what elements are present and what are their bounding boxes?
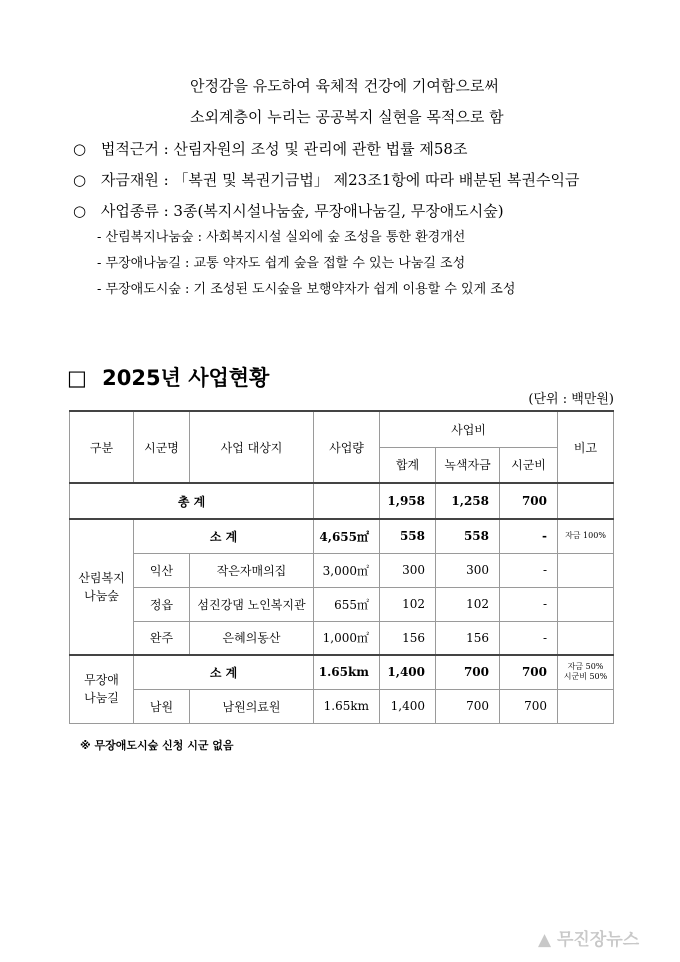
subtotal-amount: 1.65km — [314, 655, 380, 689]
row-total: 156 — [380, 621, 436, 655]
row-remark — [558, 587, 614, 621]
grand-total-remark — [558, 483, 614, 519]
row-total: 102 — [380, 587, 436, 621]
intro-line-2: 소외계층이 누리는 공공복지 실현을 목적으로 함 — [190, 108, 504, 126]
table-row — [70, 587, 614, 621]
row-city: 남원 — [134, 689, 190, 723]
subitem-barrier-free-urban-forest: - 무장애도시숲 : 기 조성된 도시숲을 보행약자가 쉽게 이용할 수 있게 조성 — [97, 282, 516, 297]
item-text: 사업종류 : 3종(복지시설나눔숲, 무장애나눔길, 무장애도시숲) — [100, 202, 504, 220]
watermark-logo — [538, 925, 639, 950]
subtotal-green-fund: 558 — [436, 519, 500, 553]
project-status-table — [69, 410, 614, 724]
row-total: 300 — [380, 553, 436, 587]
table-header-row — [70, 411, 614, 447]
footnote: ※ 무장애도시숲 신청 시군 없음 — [80, 739, 234, 752]
row-amount: 3,000㎡ — [314, 553, 380, 587]
item-text: 자금재원 : 「복권 및 복권기금법」 제23조1항에 따라 배분된 복권수익금 — [100, 171, 580, 189]
row-target: 섬진강댐 노인복지관 — [190, 587, 314, 621]
row-city-cost: - — [500, 553, 558, 587]
subtotal-city-cost: - — [500, 519, 558, 553]
header-cost: 사업비 — [380, 411, 558, 447]
subtotal-total: 1,400 — [380, 655, 436, 689]
group-category: 무장애 나눔길 — [70, 655, 134, 723]
circle-bullet-icon: ○ — [73, 140, 87, 158]
grand-total-row — [70, 483, 614, 519]
header-remark: 비고 — [558, 411, 614, 483]
item-legal-basis — [73, 139, 467, 159]
subtotal-remark: 자금 50% 시군비 50% — [558, 655, 614, 689]
row-green-fund: 156 — [436, 621, 500, 655]
subtotal-remark: 자금 100% — [558, 519, 614, 553]
group-category: 산림복지 나눔숲 — [70, 519, 134, 655]
section-title-text: 2025년 사업현황 — [102, 366, 270, 390]
subtotal-amount: 4,655㎡ — [314, 519, 380, 553]
subtotal-green-fund: 700 — [436, 655, 500, 689]
watermark-text: 무진장뉴스 — [557, 930, 640, 950]
subtotal-total: 558 — [380, 519, 436, 553]
grand-total-label: 총 계 — [70, 483, 314, 519]
circle-bullet-icon: ○ — [73, 202, 87, 220]
table-row — [70, 655, 614, 689]
subtotal-city-cost: 700 — [500, 655, 558, 689]
row-amount: 1.65km — [314, 689, 380, 723]
section-title — [67, 362, 269, 392]
item-funding-source — [73, 170, 579, 190]
row-city-cost: - — [500, 621, 558, 655]
row-city-cost: - — [500, 587, 558, 621]
table-row — [70, 519, 614, 553]
subtotal-label: 소 계 — [134, 655, 314, 689]
row-total: 1,400 — [380, 689, 436, 723]
row-city: 익산 — [134, 553, 190, 587]
row-remark — [558, 553, 614, 587]
intro-line-1: 안정감을 유도하여 육체적 건강에 기여함으로써 — [190, 77, 499, 95]
mountain-icon: ▲ — [538, 930, 552, 950]
table-row — [70, 621, 614, 655]
header-total: 합계 — [380, 447, 436, 483]
item-project-types — [73, 201, 504, 221]
header-city-cost: 시군비 — [500, 447, 558, 483]
row-remark — [558, 689, 614, 723]
table-row — [70, 553, 614, 587]
row-city: 정읍 — [134, 587, 190, 621]
header-amount: 사업량 — [314, 411, 380, 483]
header-city: 시군명 — [134, 411, 190, 483]
row-green-fund: 700 — [436, 689, 500, 723]
table-row — [70, 689, 614, 723]
subitem-welfare-forest: - 산림복지나눔숲 : 사회복지시설 실외에 숲 조성을 통한 환경개선 — [97, 230, 466, 245]
grand-total-amount — [314, 483, 380, 519]
row-amount: 1,000㎡ — [314, 621, 380, 655]
header-green-fund: 녹색자금 — [436, 447, 500, 483]
item-text: 법적근거 : 산림자원의 조성 및 관리에 관한 법률 제58조 — [100, 140, 468, 158]
row-city: 완주 — [134, 621, 190, 655]
checkbox-icon: □ — [67, 366, 87, 390]
row-green-fund: 300 — [436, 553, 500, 587]
header-target: 사업 대상지 — [190, 411, 314, 483]
row-green-fund: 102 — [436, 587, 500, 621]
header-category: 구분 — [70, 411, 134, 483]
row-remark — [558, 621, 614, 655]
row-target: 남원의료원 — [190, 689, 314, 723]
grand-total-total: 1,958 — [380, 483, 436, 519]
unit-label: (단위 : 백만원) — [528, 392, 614, 407]
row-city-cost: 700 — [500, 689, 558, 723]
row-target: 은혜의동산 — [190, 621, 314, 655]
circle-bullet-icon: ○ — [73, 171, 87, 189]
subtotal-label: 소 계 — [134, 519, 314, 553]
subitem-barrier-free-trail: - 무장애나눔길 : 교통 약자도 쉽게 숲을 접할 수 있는 나눔길 조성 — [97, 256, 466, 271]
row-amount: 655㎡ — [314, 587, 380, 621]
row-target: 작은자매의집 — [190, 553, 314, 587]
grand-total-green-fund: 1,258 — [436, 483, 500, 519]
grand-total-city-cost: 700 — [500, 483, 558, 519]
